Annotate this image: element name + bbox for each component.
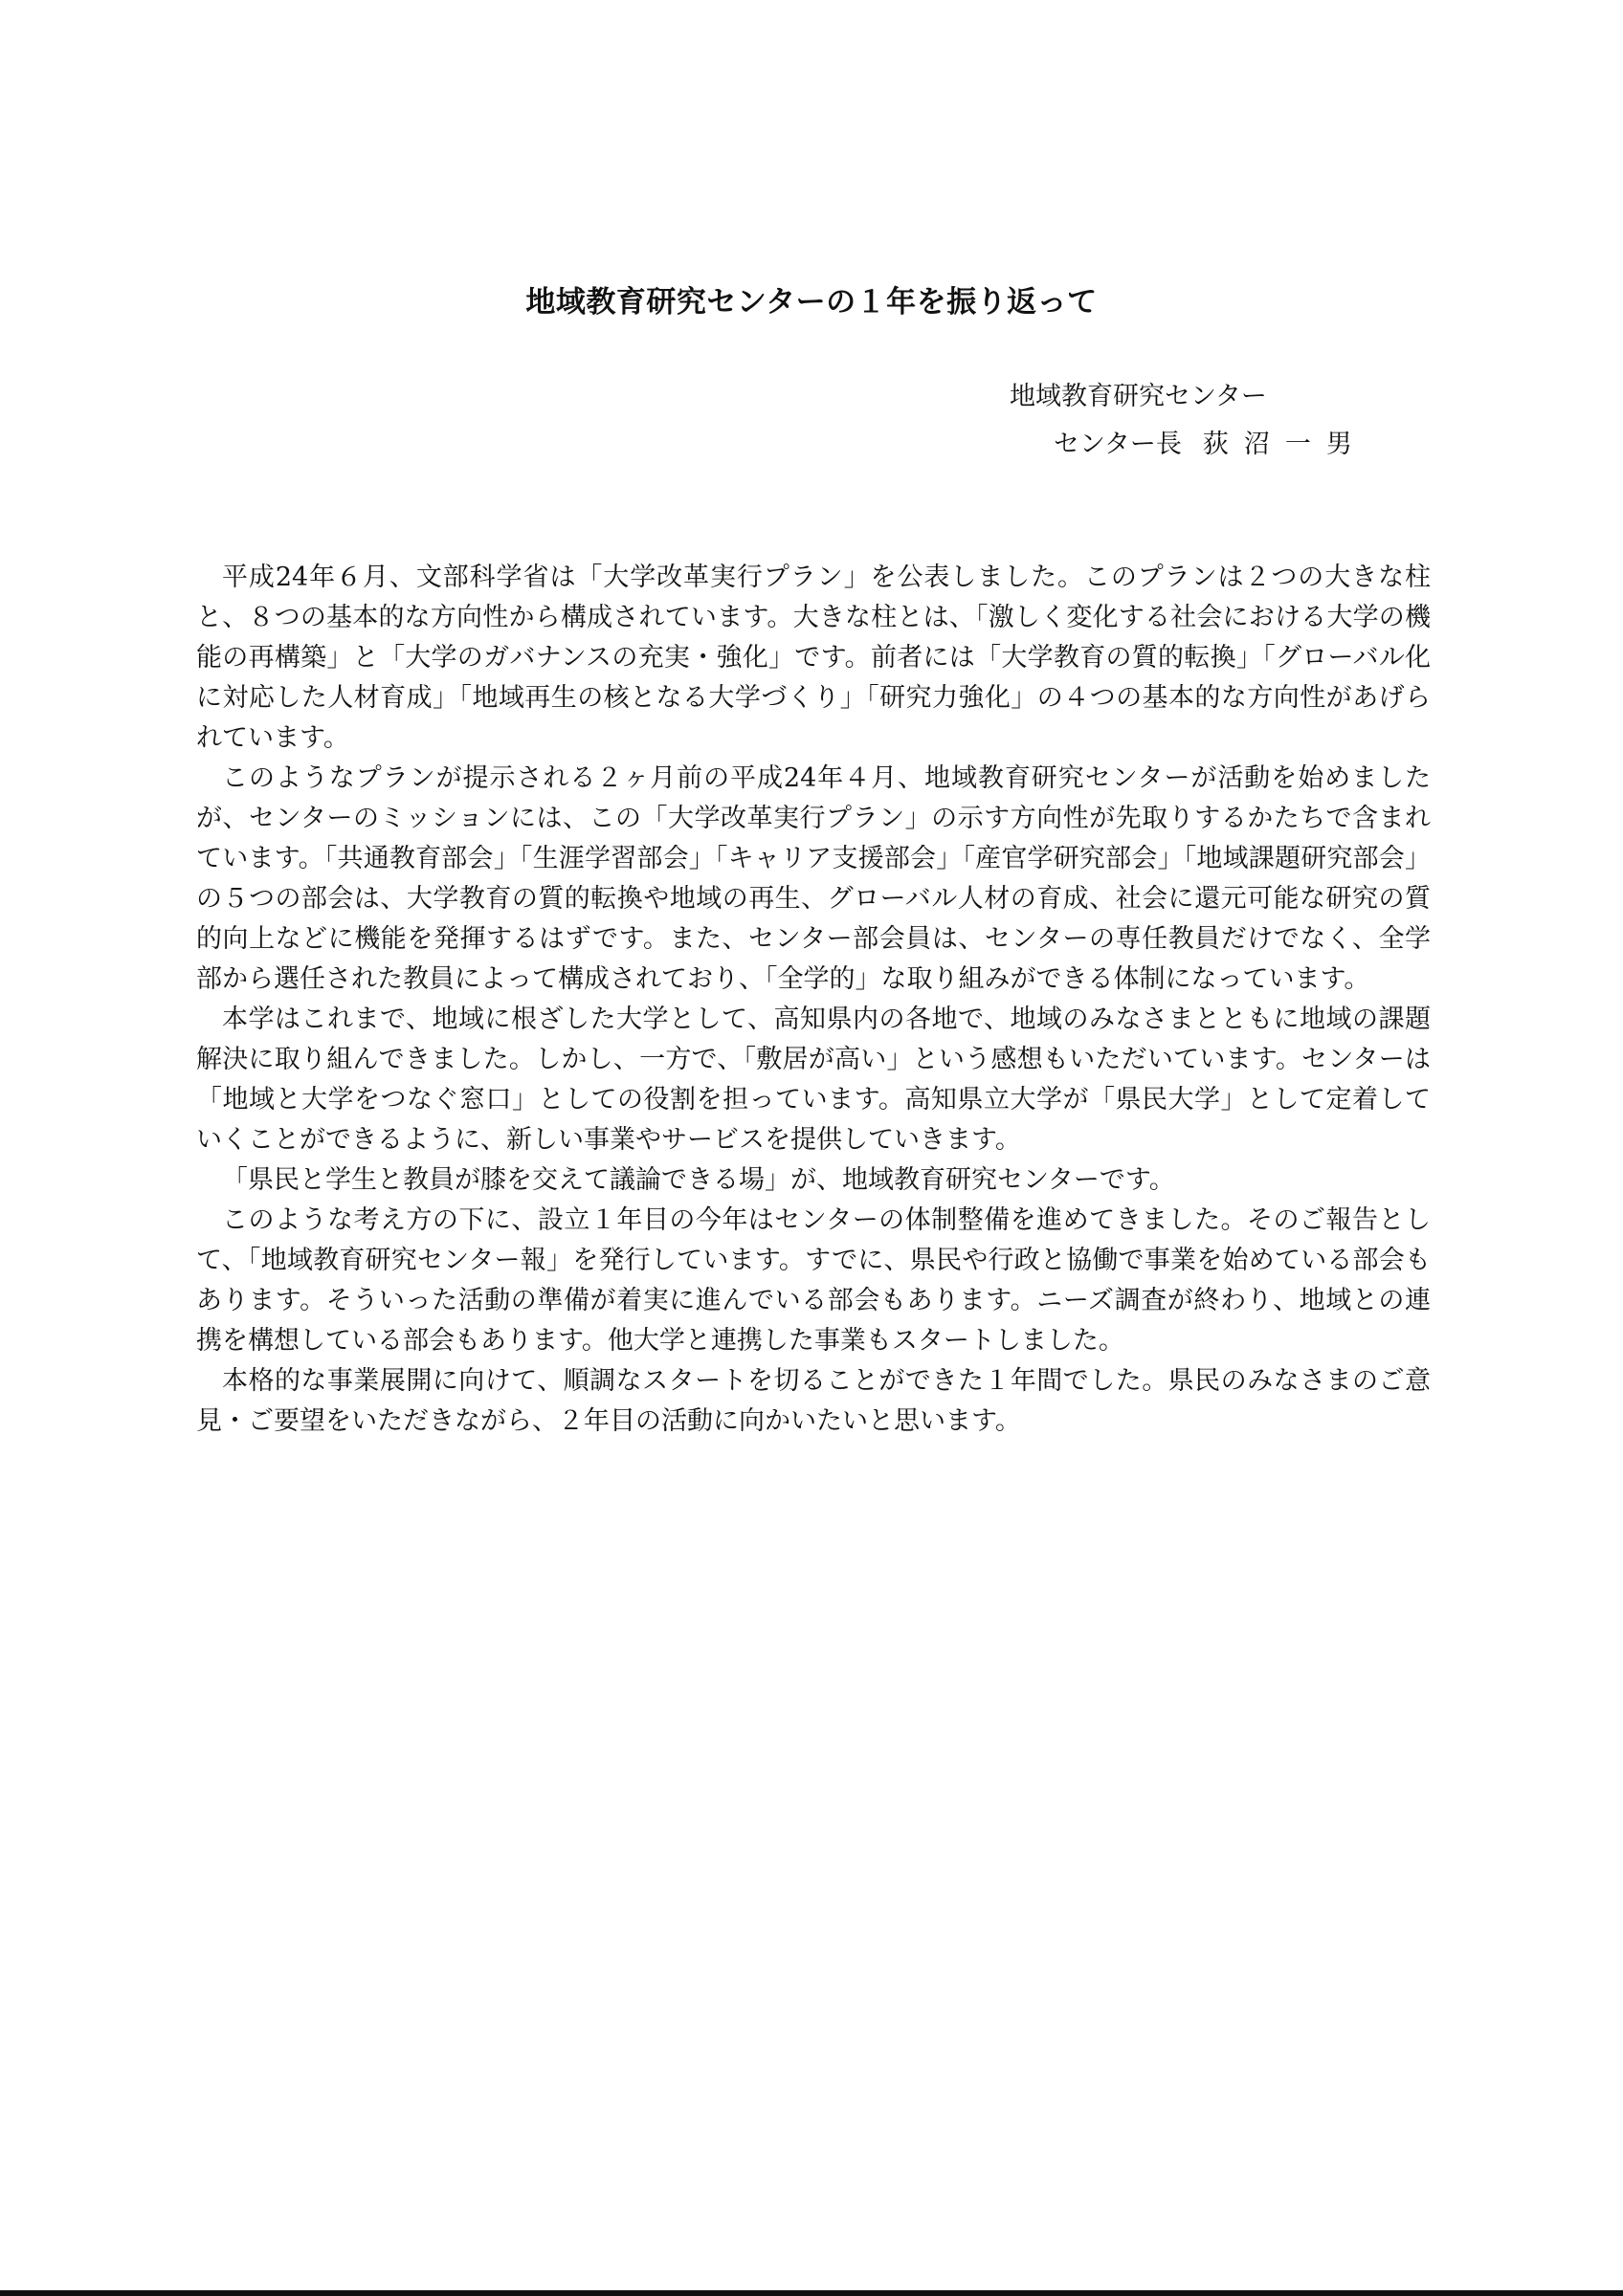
bottom-border-line — [0, 2290, 1623, 2296]
paragraph: 「県民と学生と教員が膝を交えて議論できる場」が、地域教育研究センターです。 — [222, 1165, 1175, 1195]
body-text — [196, 558, 1431, 1442]
author-role-line — [1054, 421, 1545, 469]
paragraph: 平成24年６月、文部科学省は「大学改革実行プラン」を公表しました。このプランは２つの大きな柱と、８つの基本的な方向性から構成されています。大きな柱とは、「激しく変化する社会における大学の機能の再構築」と「大学のガバナンスの充実・強化」です。前者には「大学教育の質的転換」「グローバル化に対応した人材育成」「地域再生の核となる大学づくり」「研究力強化」の４つの基本的な方向性があげられています。 — [196, 563, 1431, 753]
paragraph: 本学はこれまで、地域に根ざした大学として、高知県内の各地で、地域のみなさまとともに地域の課題解決に取り組んできました。しかし、一方で、「敷居が高い」という感想もいただいています。センターは「地域と大学をつなぐ窓口」としての役割を担っています。高知県立大学が「県民大学」として定着していくことができるように、新しい事業やサービスを提供していきます。 — [196, 1004, 1431, 1155]
document-title: 地域教育研究センターの１年を振り返って — [525, 285, 1098, 320]
paragraph: このような考え方の下に、設立１年目の今年はセンターの体制整備を進めてきました。そのご報告として、「地域教育研究センター報」を発行しています。すでに、県民や行政と協働で事業を始めている部会もあります。そういった活動の準備が着実に進んでいる部会もあります。ニーズ調査が終わり、地域との連携を構想している部会もあります。他大学と連携した事業もスタートしました。 — [196, 1205, 1431, 1356]
author-name: 荻沼一男 — [1202, 430, 1367, 459]
author-block — [1010, 373, 1545, 469]
paragraph: このようなプランが提示される２ヶ月前の平成24年４月、地域教育研究センターが活動を始めましたが、センターのミッションには、この「大学改革実行プラン」の示す方向性が先取りするかたちで含まれています。「共通教育部会」「生涯学習部会」「キャリア支援部会」「産官学研究部会」「地域課題研究部会」の５つの部会は、大学教育の質的転換や地域の再生、グローバル人材の育成、社会に還元可能な研究の質的向上などに機能を発揮するはずです。また、センター部会員は、センターの専任教員だけでなく、全学部から選任された教員によって構成されており、「全学的」な取り組みができる体制になっています。 — [196, 763, 1431, 994]
author-organization: 地域教育研究センター — [1010, 382, 1267, 411]
author-role: センター長 — [1054, 430, 1182, 459]
paragraph: 本格的な事業展開に向けて、順調なスタートを切ることができた１年間でした。県民のみなさまのご意見・ご要望をいただきながら、２年目の活動に向かいたいと思います。 — [196, 1366, 1431, 1436]
